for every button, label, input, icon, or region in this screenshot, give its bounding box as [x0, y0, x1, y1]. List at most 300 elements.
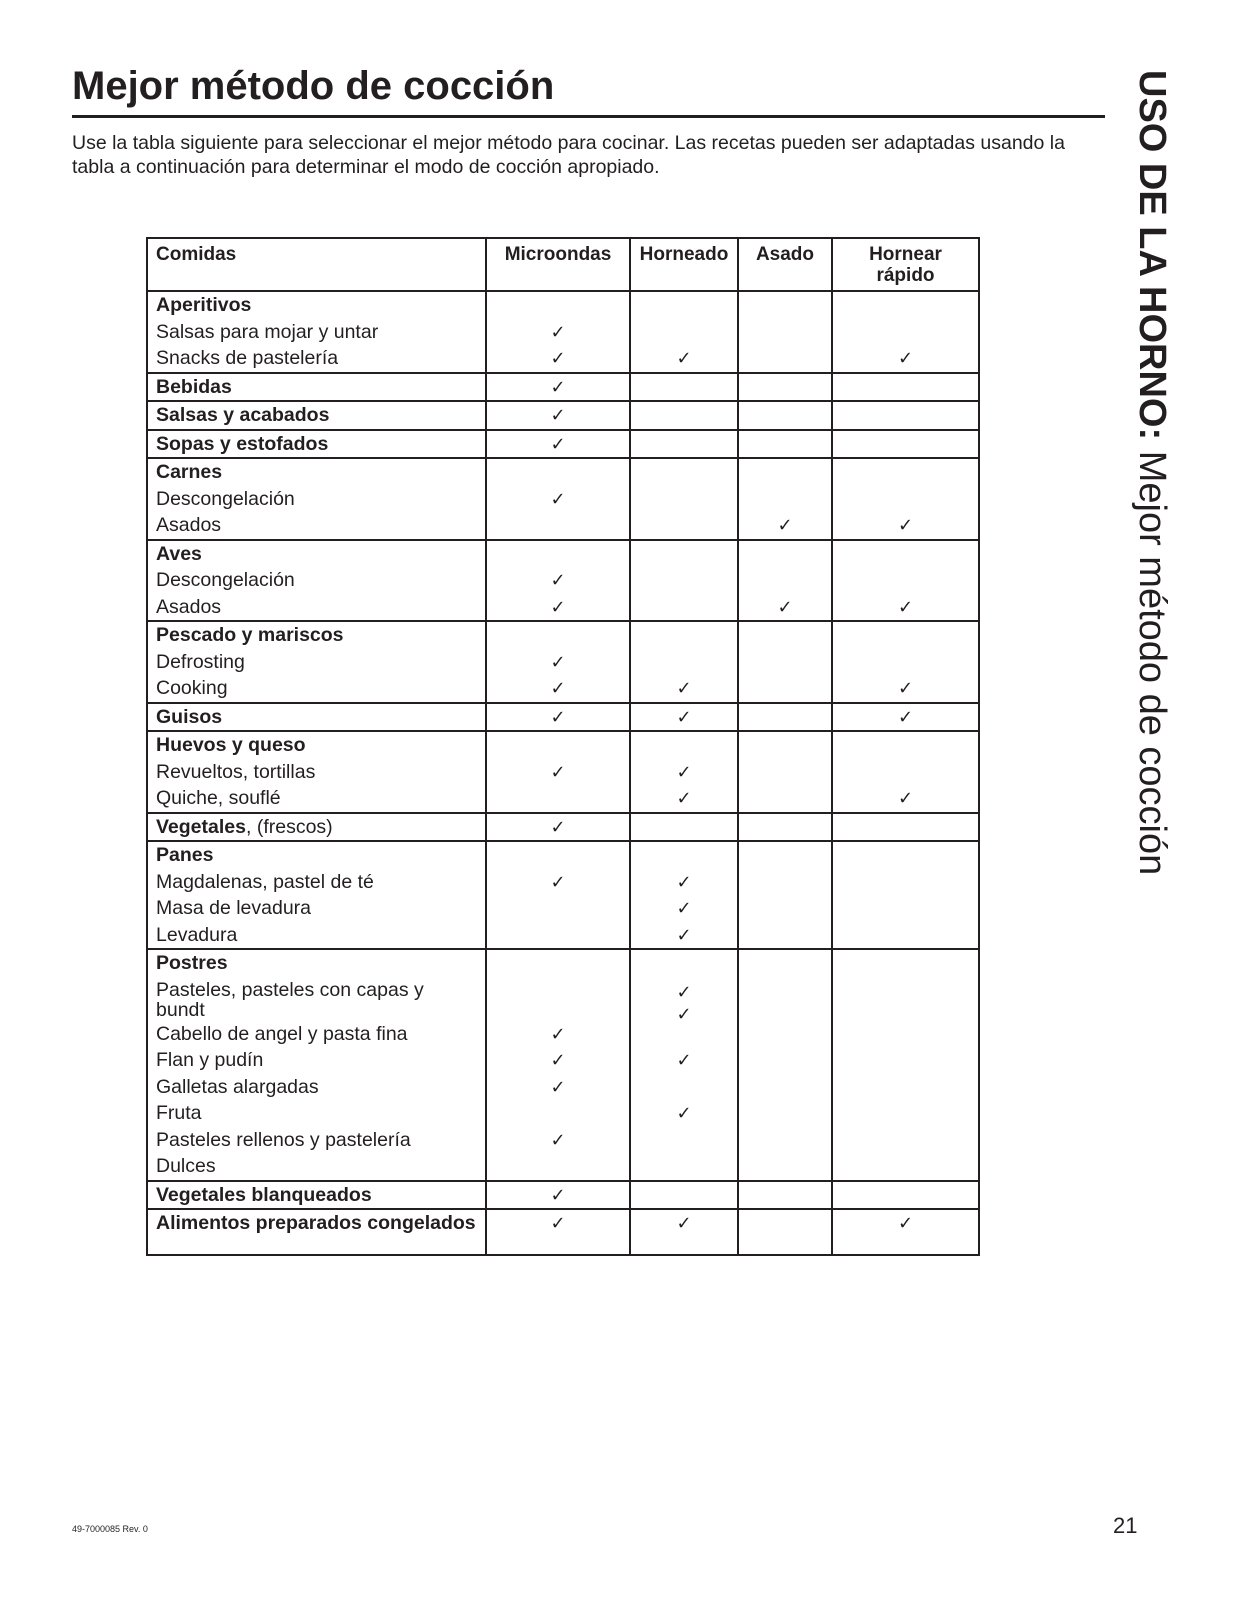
- food-group-name: [156, 292, 477, 319]
- empty-mark: [841, 402, 970, 429]
- header-hornear-rapido: Hornear rápido: [832, 238, 979, 291]
- check-glyph: ✓: [550, 1129, 566, 1151]
- check-icon: [495, 319, 621, 346]
- food-item-name: Magdalenas, pastel de té: [156, 870, 374, 893]
- method-cell-hornear-rapido: [832, 291, 979, 373]
- empty-mark: [747, 759, 823, 786]
- table-row: [147, 373, 979, 402]
- method-cell-horneado: [630, 430, 738, 459]
- method-cell-asado: [738, 430, 832, 459]
- header-microondas: Microondas: [486, 238, 630, 291]
- food-item-name: Fruta: [156, 1102, 202, 1124]
- check-icon: [495, 402, 621, 429]
- food-group-name: [156, 1210, 477, 1254]
- method-cell-horneado: [630, 291, 738, 373]
- method-cell-microondas: [486, 291, 630, 373]
- method-cell-hornear-rapido: [832, 401, 979, 430]
- method-cell-hornear-rapido: [832, 540, 979, 622]
- empty-mark: [747, 842, 823, 869]
- empty-mark: [639, 319, 729, 346]
- food-item-name: Asados: [156, 514, 222, 536]
- table-row: [147, 841, 979, 949]
- wrapped-mark-block: [639, 977, 729, 1025]
- method-cell-microondas: [486, 841, 630, 949]
- food-group-name: [156, 622, 477, 649]
- check-icon: [747, 512, 823, 539]
- check-icon: [495, 1210, 621, 1254]
- food-group-label: Huevos y queso: [156, 734, 306, 756]
- method-cell-asado: [738, 621, 832, 703]
- table-row: [147, 949, 979, 1181]
- table-row: [147, 621, 979, 703]
- empty-mark: [495, 785, 621, 812]
- empty-mark: [495, 512, 621, 539]
- check-icon: [495, 486, 621, 513]
- empty-mark: [639, 1127, 729, 1154]
- check-icon: [495, 431, 621, 458]
- food-group-label: Bebidas: [156, 375, 232, 398]
- check-glyph: ✓: [777, 515, 793, 536]
- check-glyph: ✓: [777, 596, 793, 618]
- check-icon: [495, 1047, 621, 1074]
- food-item-name: Cooking: [156, 677, 228, 699]
- table-row: [147, 703, 979, 732]
- check-icon: [841, 512, 970, 539]
- empty-mark: [841, 459, 970, 486]
- empty-mark: [747, 319, 823, 346]
- wrapped-mark-block: [495, 977, 621, 1021]
- food-cell: [147, 621, 486, 703]
- title-rule: [72, 115, 1105, 118]
- empty-mark: [747, 649, 823, 676]
- food-group-label: Aperitivos: [156, 294, 252, 316]
- empty-mark: [841, 999, 970, 1021]
- document-code: 49-7000085 Rev. 0: [72, 1524, 148, 1534]
- check-icon: [495, 594, 621, 621]
- check-icon: [841, 675, 970, 702]
- empty-mark: [639, 732, 729, 759]
- food-item-name: Masa de levadura: [156, 897, 312, 919]
- empty-mark: [841, 486, 970, 513]
- empty-mark: [747, 1210, 823, 1254]
- check-icon: [639, 785, 729, 812]
- method-cell-horneado: [630, 540, 738, 622]
- food-group-label: Panes: [156, 844, 214, 866]
- food-group-label: Sopas y estofados: [156, 432, 329, 455]
- empty-mark: [841, 869, 970, 896]
- check-icon: [841, 785, 970, 812]
- empty-mark: [639, 292, 729, 319]
- empty-mark: [495, 999, 621, 1021]
- check-glyph: ✓: [550, 871, 566, 893]
- food-cell: [147, 373, 486, 402]
- empty-mark: [495, 922, 621, 949]
- check-icon: [495, 704, 621, 731]
- empty-mark: [639, 541, 729, 568]
- check-icon: [639, 675, 729, 702]
- check-glyph: ✓: [897, 678, 914, 699]
- method-cell-asado: [738, 813, 832, 842]
- page-number: 21: [1113, 1513, 1138, 1538]
- side-tab: [1130, 70, 1174, 875]
- check-icon: [495, 869, 621, 896]
- intro-paragraph: Use la tabla siguiente para seleccionar el mejor método para cocinar. Las recetas pueden ser adaptadas usando la tabla a continuación para determinar el modo de cocción apropiado.: [72, 132, 1065, 178]
- check-glyph: ✓: [897, 706, 914, 728]
- food-cell: [147, 731, 486, 813]
- empty-mark: [841, 759, 970, 786]
- check-glyph: ✓: [550, 570, 566, 591]
- check-glyph: ✓: [676, 1050, 692, 1071]
- empty-mark: [639, 567, 729, 594]
- check-icon: [747, 594, 823, 621]
- empty-mark: [747, 486, 823, 513]
- method-cell-horneado: [630, 841, 738, 949]
- check-glyph: ✓: [550, 348, 566, 369]
- empty-mark: [639, 486, 729, 513]
- food-group-label: Guisos: [156, 705, 223, 728]
- check-icon: [639, 922, 729, 949]
- empty-mark: [639, 594, 729, 621]
- check-glyph: ✓: [676, 706, 692, 728]
- check-icon: [495, 567, 621, 594]
- food-group-label: Carnes: [156, 461, 223, 483]
- empty-mark: [747, 1153, 823, 1180]
- side-tab-section: USO DE LA HORNO:: [1131, 70, 1173, 441]
- method-cell-hornear-rapido: [832, 731, 979, 813]
- empty-mark: [747, 814, 823, 841]
- empty-mark: [747, 541, 823, 568]
- food-group-suffix: , (frescos): [245, 815, 333, 838]
- food-item-name: Dulces: [156, 1155, 216, 1177]
- method-cell-horneado: [630, 731, 738, 813]
- check-glyph: ✓: [550, 1050, 566, 1071]
- method-cell-asado: [738, 458, 832, 540]
- empty-mark: [747, 1100, 823, 1127]
- check-glyph: ✓: [676, 981, 692, 1003]
- empty-mark: [747, 704, 823, 731]
- food-item-name: Descongelación: [156, 487, 295, 510]
- method-cell-microondas: [486, 430, 630, 459]
- table-body: [147, 291, 979, 1255]
- empty-mark: [747, 732, 823, 759]
- empty-mark: [747, 950, 823, 977]
- empty-mark: [639, 1182, 729, 1209]
- method-cell-asado: [738, 731, 832, 813]
- empty-mark: [495, 842, 621, 869]
- check-glyph: ✓: [676, 678, 692, 699]
- empty-mark: [639, 402, 729, 429]
- method-cell-asado: [738, 540, 832, 622]
- method-cell-horneado: [630, 621, 738, 703]
- food-cell: [147, 1181, 486, 1210]
- table-row: [147, 458, 979, 540]
- empty-mark: [639, 950, 729, 977]
- food-item-name: Snacks de pastelería: [156, 347, 339, 369]
- method-cell-hornear-rapido: [832, 949, 979, 1181]
- empty-mark: [841, 1074, 970, 1101]
- check-glyph: ✓: [897, 596, 914, 618]
- method-cell-asado: [738, 401, 832, 430]
- check-glyph: ✓: [676, 761, 692, 783]
- check-glyph: ✓: [897, 348, 914, 369]
- empty-mark: [747, 785, 823, 812]
- empty-mark: [639, 842, 729, 869]
- empty-mark: [841, 374, 970, 401]
- check-glyph: ✓: [550, 405, 566, 426]
- empty-mark: [747, 1021, 823, 1048]
- table-row: [147, 540, 979, 622]
- method-cell-horneado: [630, 458, 738, 540]
- empty-mark: [841, 1153, 970, 1180]
- food-item-name: Levadura: [156, 923, 238, 946]
- check-glyph: ✓: [897, 788, 914, 809]
- check-glyph: ✓: [676, 1103, 692, 1124]
- method-cell-hornear-rapido: [832, 1209, 979, 1255]
- empty-mark: [841, 1127, 970, 1154]
- page-title: Mejor método de cocción: [72, 64, 555, 108]
- empty-mark: [639, 1153, 729, 1180]
- check-icon: [495, 1182, 621, 1209]
- empty-mark: [841, 977, 970, 999]
- food-cell: [147, 291, 486, 373]
- check-icon: [495, 649, 621, 676]
- empty-mark: [495, 459, 621, 486]
- method-cell-microondas: [486, 703, 630, 732]
- method-cell-hornear-rapido: [832, 621, 979, 703]
- check-glyph: ✓: [550, 1213, 566, 1234]
- empty-mark: [747, 922, 823, 949]
- empty-mark: [747, 895, 823, 922]
- table-row: [147, 731, 979, 813]
- empty-mark: [747, 622, 823, 649]
- method-cell-microondas: [486, 813, 630, 842]
- empty-mark: [841, 922, 970, 949]
- check-glyph: ✓: [676, 348, 692, 369]
- food-group-label: Aves: [156, 542, 202, 565]
- empty-mark: [747, 869, 823, 896]
- empty-mark: [841, 732, 970, 759]
- food-group-name: [156, 402, 477, 429]
- food-group-name: [156, 459, 477, 486]
- check-icon: [495, 759, 621, 786]
- check-icon: [639, 1047, 729, 1074]
- check-glyph: ✓: [550, 596, 566, 618]
- method-cell-asado: [738, 291, 832, 373]
- check-glyph: ✓: [550, 678, 566, 699]
- method-cell-microondas: [486, 731, 630, 813]
- method-cell-asado: [738, 1209, 832, 1255]
- empty-mark: [747, 402, 823, 429]
- empty-mark: [841, 895, 970, 922]
- check-glyph: ✓: [897, 515, 914, 536]
- method-cell-hornear-rapido: [832, 373, 979, 402]
- check-icon: [841, 594, 970, 621]
- check-icon: [639, 869, 729, 896]
- food-group-label: Salsas y acabados: [156, 404, 330, 426]
- table-row: [147, 401, 979, 430]
- food-group-label: Pescado y mariscos: [156, 624, 344, 646]
- empty-mark: [495, 895, 621, 922]
- check-glyph: ✓: [550, 1023, 566, 1045]
- food-group-name: [156, 704, 477, 731]
- empty-mark: [747, 431, 823, 458]
- empty-mark: [841, 950, 970, 977]
- empty-mark: [841, 541, 970, 568]
- cooking-methods-table: [146, 237, 980, 1256]
- food-cell: [147, 841, 486, 949]
- food-item-name: Pasteles rellenos y pastelería: [156, 1128, 411, 1151]
- header-row: [147, 238, 979, 291]
- food-group-name: [156, 541, 477, 568]
- empty-mark: [747, 675, 823, 702]
- table-row: [147, 430, 979, 459]
- method-cell-asado: [738, 373, 832, 402]
- food-item-name: Quiche, souflé: [156, 787, 281, 809]
- side-tab-topic: Mejor método de cocción: [1131, 450, 1173, 876]
- method-cell-microondas: [486, 458, 630, 540]
- empty-mark: [639, 512, 729, 539]
- empty-mark: [841, 842, 970, 869]
- food-group-label: Postres: [156, 952, 228, 974]
- empty-mark: [747, 345, 823, 372]
- table-row: [147, 1181, 979, 1210]
- empty-mark: [495, 292, 621, 319]
- check-glyph: ✓: [550, 761, 566, 783]
- method-cell-horneado: [630, 813, 738, 842]
- check-glyph: ✓: [676, 788, 692, 809]
- check-glyph: ✓: [550, 376, 566, 398]
- table-row: [147, 813, 979, 842]
- check-glyph: ✓: [550, 1184, 566, 1206]
- table-header: [147, 238, 979, 291]
- food-item-name: Defrosting: [156, 650, 245, 673]
- check-icon: [841, 704, 970, 731]
- check-icon: [639, 1210, 729, 1254]
- empty-mark: [841, 1047, 970, 1074]
- empty-mark: [747, 977, 823, 999]
- method-cell-microondas: [486, 949, 630, 1181]
- empty-mark: [747, 1182, 823, 1209]
- check-icon: [639, 895, 729, 922]
- check-glyph: ✓: [676, 924, 692, 946]
- empty-mark: [841, 431, 970, 458]
- food-item-name: Revueltos, tortillas: [156, 760, 316, 783]
- check-icon: [841, 345, 970, 372]
- empty-mark: [841, 649, 970, 676]
- food-group-label: Alimentos preparados congelados: [156, 1212, 476, 1234]
- method-cell-hornear-rapido: [832, 1181, 979, 1210]
- food-cell: [147, 401, 486, 430]
- food-cell: [147, 430, 486, 459]
- food-cell: [147, 813, 486, 842]
- method-cell-horneado: [630, 1209, 738, 1255]
- empty-mark: [841, 319, 970, 346]
- empty-mark: [841, 622, 970, 649]
- header-comidas: Comidas: [147, 238, 486, 291]
- header-horneado: Horneado: [630, 238, 738, 291]
- check-glyph: ✓: [897, 1213, 914, 1234]
- food-group-name: [156, 814, 477, 841]
- check-icon: [639, 345, 729, 372]
- empty-mark: [639, 374, 729, 401]
- wrapped-mark-block: [841, 977, 970, 1021]
- check-icon: [495, 814, 621, 841]
- empty-mark: [639, 622, 729, 649]
- food-item-name: Pasteles, pasteles con capas y bundt: [156, 978, 424, 1021]
- check-glyph: ✓: [676, 1003, 692, 1025]
- food-group-name: [156, 431, 477, 458]
- food-item-name: Cabello de angel y pasta fina: [156, 1022, 408, 1045]
- empty-mark: [639, 649, 729, 676]
- empty-mark: [841, 292, 970, 319]
- method-cell-microondas: [486, 1181, 630, 1210]
- check-glyph: ✓: [550, 321, 566, 343]
- empty-mark: [841, 567, 970, 594]
- empty-mark: [747, 292, 823, 319]
- check-icon: [495, 374, 621, 401]
- food-cell: [147, 458, 486, 540]
- food-group-name: [156, 1182, 477, 1209]
- food-group-name: [156, 842, 477, 869]
- check-icon: [639, 759, 729, 786]
- check-glyph: ✓: [550, 651, 566, 673]
- check-icon: [495, 345, 621, 372]
- empty-mark: [747, 459, 823, 486]
- empty-mark: [639, 814, 729, 841]
- check-icon: [495, 1021, 621, 1048]
- check-icon: [639, 1100, 729, 1127]
- check-glyph: ✓: [676, 871, 692, 893]
- empty-mark: [747, 1127, 823, 1154]
- food-group-name: [156, 374, 477, 401]
- method-cell-asado: [738, 1181, 832, 1210]
- check-glyph: ✓: [550, 706, 566, 728]
- empty-mark: [495, 1100, 621, 1127]
- method-cell-hornear-rapido: [832, 841, 979, 949]
- table-row: [147, 1209, 979, 1255]
- header-asado: Asado: [738, 238, 832, 291]
- empty-mark: [747, 567, 823, 594]
- method-cell-microondas: [486, 540, 630, 622]
- method-cell-horneado: [630, 401, 738, 430]
- method-cell-hornear-rapido: [832, 458, 979, 540]
- empty-mark: [841, 1182, 970, 1209]
- empty-mark: [495, 541, 621, 568]
- food-cell: [147, 949, 486, 1181]
- food-group-name: [156, 732, 477, 759]
- check-glyph: ✓: [550, 1076, 566, 1098]
- check-glyph: ✓: [676, 1213, 692, 1234]
- empty-mark: [495, 977, 621, 999]
- check-glyph: ✓: [550, 488, 566, 510]
- check-glyph: ✓: [550, 433, 566, 455]
- empty-mark: [639, 431, 729, 458]
- empty-mark: [495, 1153, 621, 1180]
- wrapped-mark-block: [747, 977, 823, 1021]
- empty-mark: [747, 999, 823, 1021]
- method-cell-asado: [738, 949, 832, 1181]
- empty-mark: [841, 814, 970, 841]
- food-cell: [147, 540, 486, 622]
- method-cell-microondas: [486, 373, 630, 402]
- empty-mark: [841, 1021, 970, 1048]
- method-cell-asado: [738, 703, 832, 732]
- check-icon: [639, 977, 729, 1003]
- empty-mark: [747, 374, 823, 401]
- method-cell-horneado: [630, 703, 738, 732]
- food-item-name: Descongelación: [156, 569, 295, 591]
- check-glyph: ✓: [550, 816, 566, 838]
